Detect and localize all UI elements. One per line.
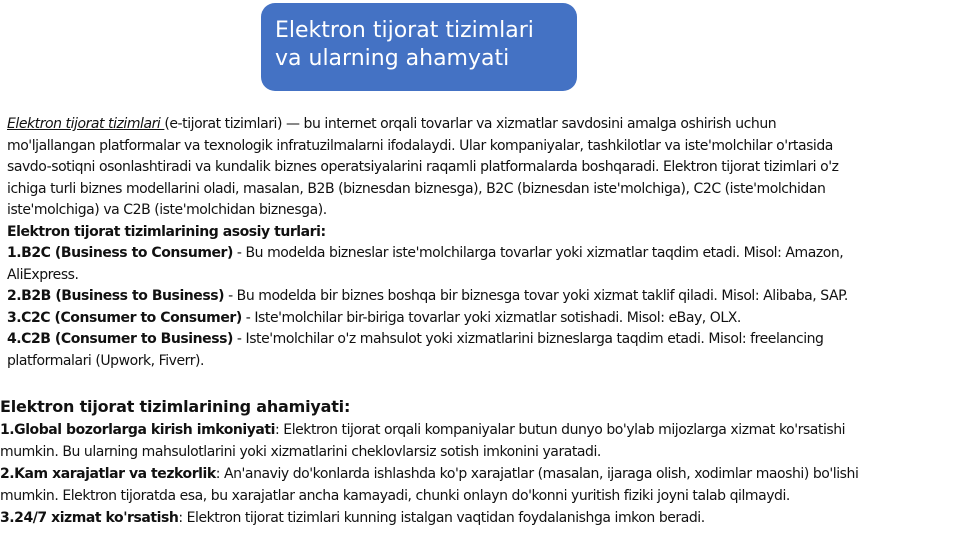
- importance-text: : Elektron tijorat tizimlari kunning istalgan vaqtidan foydalanishga imkon beradi.: [178, 510, 705, 526]
- type-label: 2.B2B (Business to Business): [7, 288, 225, 304]
- type-item-c2c: [7, 308, 955, 330]
- intro-line-1: [7, 114, 955, 136]
- importance-item-global: [0, 419, 955, 441]
- importance-label: 3.24/7 xizmat ko'rsatish: [0, 510, 179, 526]
- intro-line-2: mo'ljallangan platformalar va texnologik infratuzilmalarni ifodalaydi. Ular kompaniyalar, tashkilotlar va iste'molchilar o'rtasida: [7, 137, 833, 154]
- intro-term: Elektron tijorat tizimlari: [7, 116, 165, 132]
- type-label: 1.B2C (Business to Consumer): [7, 245, 233, 261]
- intro-line-5: iste'molchiga) va C2B (iste'molchidan biznesga).: [7, 202, 327, 218]
- title-line-2: va ularning ahamyati: [275, 46, 510, 71]
- intro-text: (e-tijorat tizimlari) — bu internet orqali tovarlar va xizmatlar savdosini amalga oshirish uchun: [164, 116, 777, 132]
- importance-heading: Elektron tijorat tizimlarining ahamiyati:: [0, 397, 351, 416]
- type-item-b2c: [7, 243, 955, 265]
- type-label: 4.C2B (Consumer to Business): [7, 331, 233, 347]
- importance-item-global-cont: mumkin. Bu ularning mahsulotlarini yoki xizmatlarini cheklovlarsiz sotish imkonini yaratadi.: [0, 444, 601, 460]
- importance-text: : Elektron tijorat orqali kompaniyalar butun dunyo bo'ylab mijozlarga xizmat ko'rsatishi: [275, 422, 846, 438]
- intro-line-3: savdo-sotiqni osonlashtiradi va kundalik biznes operatsiyalarini raqamli platformalarda boshqaradi. Elektron tijorat tizimlari o'z: [7, 159, 839, 175]
- type-item-c2b-cont: platformalari (Upwork, Fiverr).: [7, 352, 205, 369]
- type-item-b2b: [7, 286, 955, 308]
- importance-label: 1.Global bozorlarga kirish imkoniyati: [0, 422, 276, 438]
- title-box: [261, 3, 577, 91]
- intro-section: [7, 114, 955, 372]
- type-item-c2b: [7, 329, 955, 351]
- importance-section: [0, 419, 955, 529]
- importance-text: : An'anaviy do'konlarda ishlashda ko'p xarajatlar (masalan, ijaraga olish, xodimlar maoshi) bo'lishi: [215, 466, 859, 482]
- intro-line-4: ichiga turli biznes modellarini oladi, masalan, B2B (biznesdan biznesga), B2C (biznesdan iste'molchiga), C2C (iste'molchidan: [7, 180, 826, 197]
- importance-item-cost: [0, 463, 955, 485]
- type-text: - Bu modelda bir biznes boshqa bir biznesga tovar yoki xizmat taklif qiladi. Misol: Alibaba, SAP.: [224, 288, 848, 304]
- type-label: 3.C2C (Consumer to Consumer): [7, 309, 242, 326]
- title-line-1: Elektron tijorat tizimlari: [275, 18, 534, 43]
- type-text: - Bu modelda bizneslar iste'molchilarga tovarlar yoki xizmatlar taqdim etadi. Misol: Amazon,: [232, 245, 844, 261]
- importance-item-cost-cont: mumkin. Elektron tijoratda esa, bu xarajatlar ancha kamayadi, chunki onlayn do'konni yuritish fiziki joyni talab qilmaydi.: [0, 488, 790, 504]
- type-text: - Iste'molchilar bir-biriga tovarlar yoki xizmatlar sotishadi. Misol: eBay, OLX.: [241, 309, 741, 326]
- type-item-b2c-cont: AliExpress.: [7, 266, 79, 283]
- importance-label: 2.Kam xarajatlar va tezkorlik: [0, 466, 216, 482]
- types-heading-text: Elektron tijorat tizimlarining asosiy turlari:: [7, 223, 326, 240]
- type-text: - Iste'molchilar o'z mahsulot yoki xizmatlarini bizneslarga taqdim etadi. Misol: freelancing: [232, 331, 824, 347]
- importance-item-247: [0, 507, 955, 529]
- types-heading: [7, 222, 955, 244]
